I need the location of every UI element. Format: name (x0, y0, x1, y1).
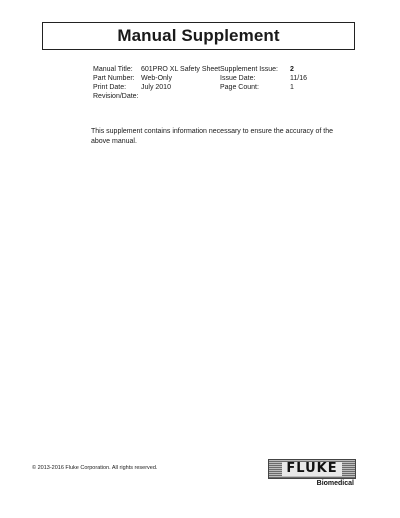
meta-value: 601PRO XL Safety Sheet (141, 66, 221, 73)
meta-row-issue-date (220, 74, 320, 83)
meta-value: 1 (290, 84, 294, 91)
meta-row-part-number (93, 74, 221, 83)
meta-row-manual-title (93, 65, 221, 74)
page-title: Manual Supplement (117, 26, 280, 45)
meta-value (141, 92, 221, 101)
meta-left-block (93, 65, 221, 101)
meta-row-page-count (220, 83, 320, 92)
fluke-biomedical-logo (268, 459, 356, 492)
logo-subtitle: Biomedical (316, 480, 354, 487)
copyright-notice: © 2013-2016 Fluke Corporation. All rights reserved. (32, 465, 158, 471)
meta-value: 11/16 (290, 75, 307, 82)
meta-label: Print Date: (93, 84, 127, 91)
meta-value: July 2010 (141, 84, 171, 91)
logo-wordmark: FLUKE (282, 462, 341, 476)
meta-label: Part Number: (93, 75, 135, 82)
meta-row-print-date (93, 83, 221, 92)
supplement-body-text: This supplement contains information necessary to ensure the accuracy of the above manual. (91, 128, 334, 145)
meta-label: Page Count: (220, 84, 259, 91)
meta-row-supplement-issue (220, 65, 320, 74)
meta-label: Revision/Date: (93, 93, 139, 100)
meta-value: Web-Only (141, 75, 172, 82)
meta-right-block (220, 65, 320, 92)
meta-label: Manual Title: (93, 66, 133, 73)
meta-label: Supplement Issue: (220, 66, 278, 73)
meta-value: 2 (290, 66, 294, 73)
logo-box (268, 459, 356, 479)
meta-row-revision-date (93, 92, 221, 101)
meta-label: Issue Date: (220, 75, 256, 82)
title-box (42, 22, 355, 50)
